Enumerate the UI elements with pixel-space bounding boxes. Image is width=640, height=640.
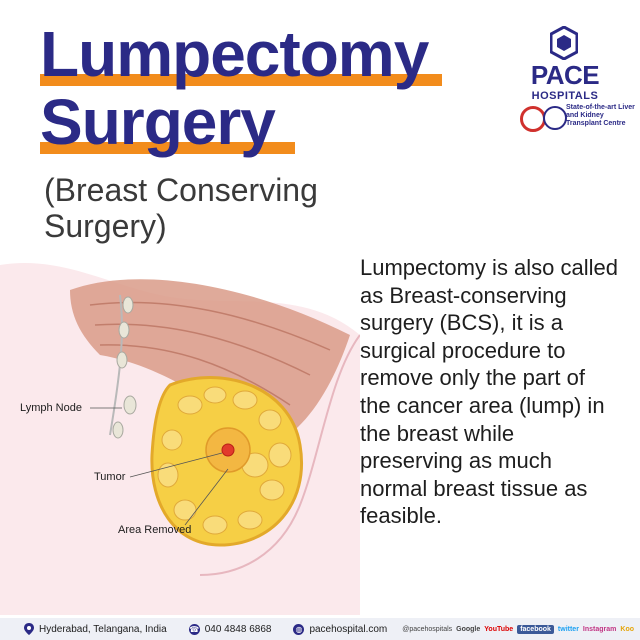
koo-link[interactable]: Koo: [620, 625, 634, 633]
phone-icon: ☎: [189, 624, 200, 634]
description-text: Lumpectomy is also called as Breast-conserving surgery (BCS), it is a surgical procedure to remove only the part of the cancer area (lump) in the breast while preserving as much normal breast tissue as feasible.: [360, 255, 619, 529]
footer-location: [24, 623, 167, 635]
footer-website-text[interactable]: pacehospital.com: [309, 623, 388, 635]
logo-sub: HOSPITALS: [531, 90, 599, 102]
social-links: [402, 618, 634, 640]
logo-name: PACE: [530, 60, 600, 90]
footer-phone[interactable]: [189, 624, 272, 635]
footer-location-text: Hyderabad, Telangana, India: [39, 623, 167, 635]
label-area-removed: Area Removed: [118, 524, 192, 536]
label-lymph-node: Lymph Node: [20, 402, 82, 414]
google-link[interactable]: Google: [456, 625, 481, 633]
breast-anatomy-illustration: [0, 225, 360, 615]
instagram-link[interactable]: Instagram: [582, 625, 617, 633]
twitter-link[interactable]: twitter: [557, 625, 579, 633]
title-line-2: Surgery: [40, 86, 275, 158]
footer: [0, 618, 640, 640]
footer-phone-text[interactable]: 040 4848 6868: [204, 623, 272, 635]
pace-hexagon-icon: [550, 26, 578, 60]
nabh-badge-icon: [543, 106, 567, 130]
youtube-link[interactable]: YouTube: [484, 625, 514, 633]
label-tumor: Tumor: [94, 471, 126, 483]
logo-tagline: State-of-the-art Liver and Kidney Transplant Centre: [566, 104, 635, 127]
title-line-1: Lumpectomy: [40, 18, 429, 90]
facebook-link[interactable]: facebook: [517, 625, 554, 634]
subtitle: (Breast Conserving Surgery): [44, 172, 318, 244]
globe-icon: ◍: [293, 624, 304, 635]
tumor: [222, 444, 234, 456]
location-pin-icon: [24, 623, 34, 635]
social-handle: @pacehospitals: [402, 625, 453, 633]
lymph-node: [124, 396, 136, 414]
footer-website[interactable]: [293, 624, 387, 635]
